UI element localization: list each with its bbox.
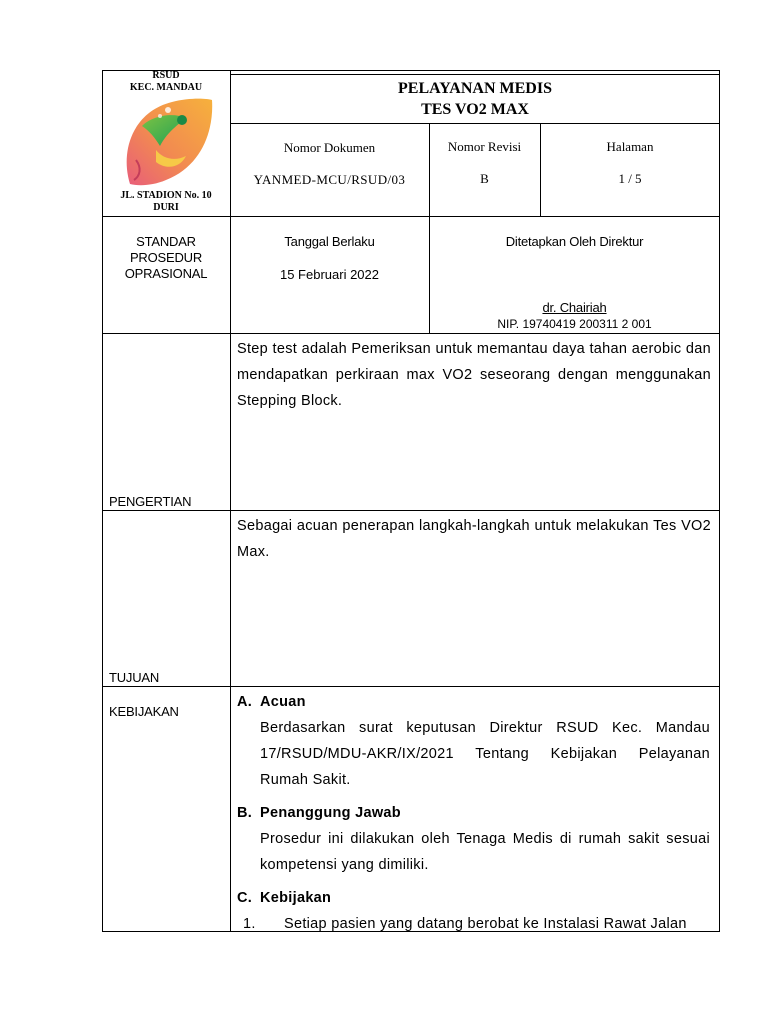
- nomor-dokumen-value: YANMED-MCU/RSUD/03: [253, 172, 406, 187]
- label-column-divider: [230, 70, 231, 932]
- hospital-name-line2: KEC. MANDAU: [129, 82, 203, 93]
- halaman-label: Halaman: [606, 139, 654, 154]
- sop-label-line1: STANDAR: [136, 234, 196, 249]
- director-nip: NIP. 19740419 200311 2 001: [497, 317, 652, 331]
- acuan-text: Berdasarkan surat keputusan Direktur RSUD Kec. Mandau 17/RSUD/MDU-AKR/IX/2021 Tentang Kebijakan Pelayanan Rumah Sakit.: [260, 720, 710, 788]
- hospital-logo: [116, 96, 216, 188]
- pengertian-row-divider: [102, 510, 720, 511]
- tujuan-label: TUJUAN: [109, 670, 160, 685]
- acuan-marker: A.: [237, 694, 253, 710]
- table-border-right: [719, 70, 720, 932]
- sop-label: [102, 234, 230, 282]
- tanggal-berlaku-label: Tanggal Berlaku: [284, 234, 375, 249]
- header-row-divider: [102, 216, 720, 217]
- halaman-column-divider: [540, 123, 541, 216]
- table-border-top-inner: [230, 74, 720, 75]
- sop-document-table: [102, 70, 720, 932]
- kebijakan-item-1-marker: 1.: [243, 916, 256, 932]
- sop-label-line2: PROSEDUR: [129, 250, 203, 265]
- sop-row-divider: [102, 333, 720, 334]
- hospital-address-line2: DURI: [153, 202, 179, 213]
- tanggal-berlaku-value: 15 Februari 2022: [279, 267, 379, 282]
- nomor-revisi-label: Nomor Revisi: [447, 139, 522, 154]
- title-row-divider: [230, 123, 720, 124]
- halaman-value: 1 / 5: [618, 171, 642, 186]
- hospital-name-line1: RSUD: [152, 70, 180, 81]
- kebijakan-c-heading: Kebijakan: [260, 890, 332, 906]
- kebijakan-c-marker: C.: [237, 890, 253, 906]
- penanggung-jawab-marker: B.: [237, 805, 253, 821]
- penanggung-jawab-text: Prosedur ini dilakukan oleh Tenaga Medis di rumah sakit sesuai kompetensi yang dimiliki.: [260, 831, 710, 873]
- hospital-name: [102, 70, 230, 94]
- nomor-revisi-value: B: [480, 171, 489, 186]
- sop-label-line3: OPRASIONAL: [124, 266, 208, 281]
- penanggung-jawab-heading: Penanggung Jawab: [260, 805, 401, 821]
- page-title: [230, 78, 720, 120]
- nomor-dokumen-label: Nomor Dokumen: [283, 140, 376, 155]
- director-name: dr. Chairiah: [542, 300, 607, 315]
- acuan-heading: Acuan: [260, 694, 306, 710]
- tujuan-text: Sebagai acuan penerapan langkah-langkah untuk melakukan Tes VO2 Max.: [237, 518, 711, 560]
- hospital-address-line1: JL. STADION No. 10: [120, 190, 212, 201]
- page-title-line2: TES VO2 MAX: [421, 101, 529, 118]
- pengertian-label: PENGERTIAN: [109, 494, 192, 509]
- ditetapkan-oleh-label: Ditetapkan Oleh Direktur: [505, 234, 644, 249]
- kebijakan-label: KEBIJAKAN: [109, 704, 179, 719]
- kebijakan-item-1-text: Setiap pasien yang datang berobat ke Instalasi Rawat Jalan: [284, 916, 687, 932]
- page-title-line1: PELAYANAN MEDIS: [398, 80, 552, 97]
- pengertian-text: Step test adalah Pemeriksan untuk memantau daya tahan aerobic dan mendapatkan perkiraan max VO2 seseorang dengan menggunakan Stepping Block.: [237, 341, 711, 409]
- hospital-address: [102, 190, 230, 214]
- tujuan-row-divider: [102, 686, 720, 687]
